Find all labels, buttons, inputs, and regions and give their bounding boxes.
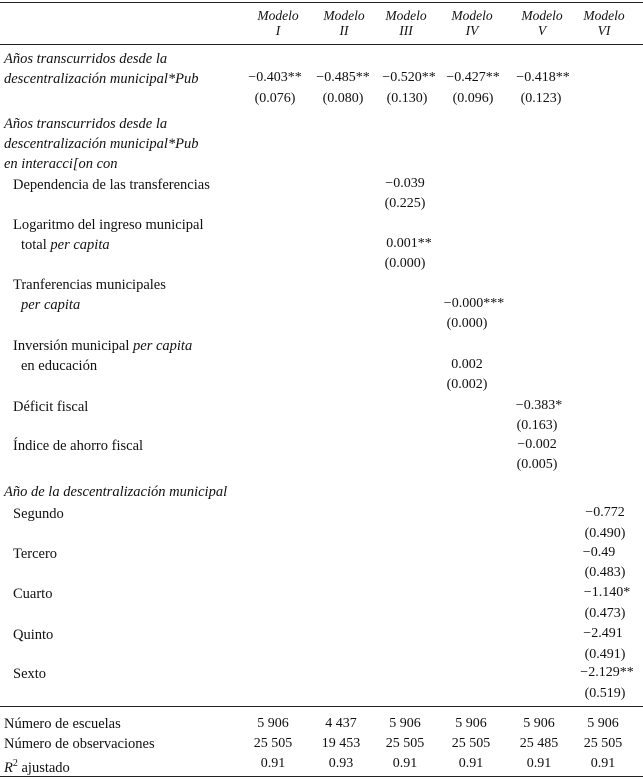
row-ahorro-se: (0.005) xyxy=(516,457,558,472)
row-logaritmo-label2: total per capita xyxy=(21,237,110,253)
s1-se-5: (0.123) xyxy=(520,91,562,106)
footer-observaciones-1: 25 505 xyxy=(253,736,293,751)
header-modelo-2: Modelo II xyxy=(323,8,365,38)
row-transferencias-label1: Tranferencias municipales xyxy=(13,277,166,293)
s1-coef-4: −0.427** xyxy=(446,70,500,85)
row-segundo-coef: −0.772 xyxy=(585,505,625,520)
s1-coef-3: −0.520** xyxy=(382,70,436,85)
footer-r2-4: 0.91 xyxy=(458,756,484,771)
row-cuarto-se: (0.473) xyxy=(584,606,626,621)
footer-escuelas-2: 4 437 xyxy=(325,716,357,731)
row-cuarto-coef: −1.140* xyxy=(583,585,631,600)
footer-r2-5: 0.91 xyxy=(526,756,552,771)
row-logaritmo-se: (0.000) xyxy=(384,256,426,271)
section1-label-line1: Años transcurridos desde la xyxy=(4,51,168,67)
footer-observaciones-2: 19 453 xyxy=(321,736,361,751)
row-logaritmo-label1: Logaritmo del ingreso municipal xyxy=(13,217,204,233)
footer-escuelas-5: 5 906 xyxy=(523,716,555,731)
row-transferencias-coef: −0.000*** xyxy=(443,296,505,311)
row-deficit-se: (0.163) xyxy=(516,418,558,433)
header-modelo-3: Modelo III xyxy=(385,8,427,38)
s1-coef-1: −0.403** xyxy=(248,70,302,85)
section2-label-line3: en interacci[on con xyxy=(4,156,118,172)
row-deficit-label: Déficit fiscal xyxy=(13,399,89,415)
s1-coef-2: −0.485** xyxy=(316,70,370,85)
row-sexto-se: (0.519) xyxy=(584,686,626,701)
row-quinto-label: Quinto xyxy=(13,627,54,643)
footer-r2-6: 0.91 xyxy=(590,756,616,771)
footer-escuelas-3: 5 906 xyxy=(389,716,421,731)
footer-escuelas-1: 5 906 xyxy=(257,716,289,731)
row-ahorro-coef: −0.002 xyxy=(517,437,557,452)
top-rule xyxy=(0,2,643,3)
footer-observaciones-label: Número de observaciones xyxy=(4,736,155,752)
footer-r2-2: 0.93 xyxy=(328,756,354,771)
row-tercero-label: Tercero xyxy=(13,546,58,562)
row-tercero-coef: −0.49 xyxy=(582,545,616,560)
header-modelo-6: Modelo VI xyxy=(583,8,625,38)
s1-se-2: (0.080) xyxy=(322,91,364,106)
row-segundo-label: Segundo xyxy=(13,506,64,522)
row-quinto-coef: −2.491 xyxy=(583,626,623,641)
section1-label-line2: descentralización municipal*Pub xyxy=(4,71,199,87)
bottom-rule xyxy=(0,776,643,777)
row-inversion-label2: en educación xyxy=(21,358,98,374)
footer-r2-1: 0.91 xyxy=(260,756,286,771)
row-tercero-se: (0.483) xyxy=(584,565,626,580)
s1-se-4: (0.096) xyxy=(452,91,494,106)
s1-coef-5: −0.418** xyxy=(516,70,570,85)
footer-escuelas-6: 5 906 xyxy=(587,716,619,731)
header-modelo-1: Modelo I xyxy=(257,8,299,38)
row-inversion-coef: 0.002 xyxy=(451,357,483,372)
footer-r2-label: $R^2$ ajustado xyxy=(4,758,70,776)
row-dependencia-label: Dependencia de las transferencias xyxy=(13,177,210,193)
footer-rule xyxy=(0,706,643,707)
footer-r2-3: 0.91 xyxy=(392,756,418,771)
row-cuarto-label: Cuarto xyxy=(13,586,53,602)
s1-se-3: (0.130) xyxy=(386,91,428,106)
row-dependencia-se: (0.225) xyxy=(384,196,426,211)
footer-observaciones-3: 25 505 xyxy=(385,736,425,751)
section2-label-line2: descentralización municipal*Pub xyxy=(4,136,199,152)
row-quinto-se: (0.491) xyxy=(584,647,626,662)
row-transferencias-se: (0.000) xyxy=(446,316,488,331)
footer-escuelas-label: Número de escuelas xyxy=(4,716,121,732)
header-modelo-4: Modelo IV xyxy=(451,8,493,38)
row-logaritmo-coef: 0.001** xyxy=(386,236,432,251)
header-rule xyxy=(0,44,643,45)
row-sexto-coef: −2.129** xyxy=(580,665,634,680)
footer-observaciones-5: 25 485 xyxy=(519,736,559,751)
row-deficit-coef: −0.383* xyxy=(515,398,563,413)
row-sexto-label: Sexto xyxy=(13,666,47,682)
footer-observaciones-4: 25 505 xyxy=(451,736,491,751)
section2-label-line1: Años transcurridos desde la xyxy=(4,116,168,132)
footer-observaciones-6: 25 505 xyxy=(583,736,623,751)
header-modelo-5: Modelo V xyxy=(521,8,563,38)
row-inversion-se: (0.002) xyxy=(446,377,488,392)
row-segundo-se: (0.490) xyxy=(584,526,626,541)
row-inversion-label1: Inversión municipal per capita xyxy=(13,338,193,354)
row-transferencias-label2: per capita xyxy=(21,297,81,313)
section3-title: Año de la descentralización municipal xyxy=(4,484,228,500)
footer-escuelas-4: 5 906 xyxy=(455,716,487,731)
row-ahorro-label: Índice de ahorro fiscal xyxy=(13,438,144,454)
s1-se-1: (0.076) xyxy=(254,91,296,106)
row-dependencia-coef: −0.039 xyxy=(385,176,425,191)
